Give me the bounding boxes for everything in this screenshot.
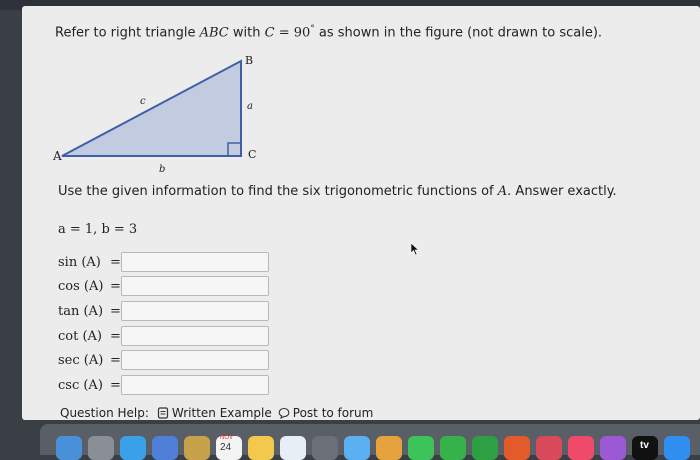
numbers-icon[interactable] xyxy=(472,436,498,460)
maps-icon[interactable] xyxy=(344,436,370,460)
macos-dock xyxy=(40,424,700,455)
cos-equals: = xyxy=(110,278,121,294)
calendar-icon[interactable] xyxy=(216,436,242,460)
tan-answer-input[interactable] xyxy=(121,301,269,321)
side-b-label: b xyxy=(159,164,166,175)
podcasts-icon[interactable] xyxy=(600,436,626,460)
facetime-icon[interactable] xyxy=(440,436,466,460)
given-values: a = 1, b = 3 xyxy=(58,222,138,237)
finder-icon[interactable] xyxy=(56,436,82,460)
tan-row xyxy=(58,299,269,323)
sin-answer-input[interactable] xyxy=(121,252,269,272)
cot-answer-input[interactable] xyxy=(121,326,269,346)
messages-icon[interactable] xyxy=(408,436,434,460)
question-help xyxy=(60,406,373,420)
vertex-b-label: B xyxy=(245,54,254,67)
intro-with: with xyxy=(228,25,265,41)
triangle-figure xyxy=(52,54,257,179)
csc-equals: = xyxy=(110,377,121,393)
instruction-var: A xyxy=(497,184,508,199)
sin-row xyxy=(58,250,269,274)
cot-equals: = xyxy=(110,328,121,344)
triangle-name: ABC xyxy=(199,25,229,41)
vertex-c-label: C xyxy=(248,148,257,161)
question-intro xyxy=(55,24,602,40)
side-c-label: c xyxy=(140,96,146,107)
post-to-forum-link[interactable] xyxy=(278,406,374,420)
sec-label: sec (A) xyxy=(58,352,104,368)
tan-label: tan (A) xyxy=(58,303,104,319)
calendar-month: NOV xyxy=(220,435,234,441)
instruction-text xyxy=(58,184,617,199)
reminders-icon[interactable] xyxy=(312,436,338,460)
mouse-cursor-icon xyxy=(410,242,420,256)
apple-tv-label: tv xyxy=(640,440,649,451)
launchpad-icon[interactable] xyxy=(88,436,114,460)
freeform-icon[interactable] xyxy=(280,436,306,460)
sec-row xyxy=(58,348,269,372)
condition-var: C xyxy=(264,25,275,41)
written-example-text: Written Example xyxy=(171,406,272,420)
vertex-a-label: A xyxy=(53,149,62,163)
cot-row xyxy=(58,324,269,348)
speech-bubble-icon xyxy=(278,407,290,419)
instruction-prefix: Use the given information to find the six trigonometric functions of xyxy=(58,184,498,199)
csc-label: csc (A) xyxy=(58,377,103,393)
safari-icon[interactable] xyxy=(120,436,146,460)
cos-row xyxy=(58,274,269,298)
degree-symbol: ° xyxy=(310,24,315,34)
keynote-icon[interactable] xyxy=(536,436,562,460)
music-icon[interactable] xyxy=(568,436,594,460)
instruction-suffix: . Answer exactly. xyxy=(507,184,617,199)
intro-prefix: Refer to right triangle xyxy=(55,25,200,41)
apple-tv-icon[interactable] xyxy=(632,436,658,460)
mail-icon[interactable] xyxy=(152,436,178,460)
cos-answer-input[interactable] xyxy=(121,276,269,296)
app-store-icon[interactable] xyxy=(664,436,690,460)
calendar-day: 24 xyxy=(220,442,232,453)
question-help-label: Question Help: xyxy=(60,406,149,420)
intro-suffix: as shown in the figure (not drawn to scale). xyxy=(314,25,603,41)
pages-icon[interactable] xyxy=(504,436,530,460)
sin-label: sin (A) xyxy=(58,254,101,270)
cot-label: cot (A) xyxy=(58,328,102,344)
document-icon xyxy=(157,407,169,419)
tan-equals: = xyxy=(110,303,121,319)
csc-row xyxy=(58,373,269,397)
csc-answer-input[interactable] xyxy=(121,375,269,395)
contacts-icon[interactable] xyxy=(184,436,210,460)
cos-label: cos (A) xyxy=(58,278,104,294)
written-example-link[interactable] xyxy=(157,406,272,420)
sec-answer-input[interactable] xyxy=(121,350,269,370)
side-a-label: a xyxy=(247,101,253,112)
photos-icon[interactable] xyxy=(376,436,402,460)
condition-eq: = 90 xyxy=(274,25,311,41)
triangle-shape xyxy=(62,61,241,156)
question-page xyxy=(22,6,700,420)
notes-icon[interactable] xyxy=(248,436,274,460)
sec-equals: = xyxy=(110,352,121,368)
sin-equals: = xyxy=(110,254,121,270)
post-to-forum-text: Post to forum xyxy=(292,406,374,420)
